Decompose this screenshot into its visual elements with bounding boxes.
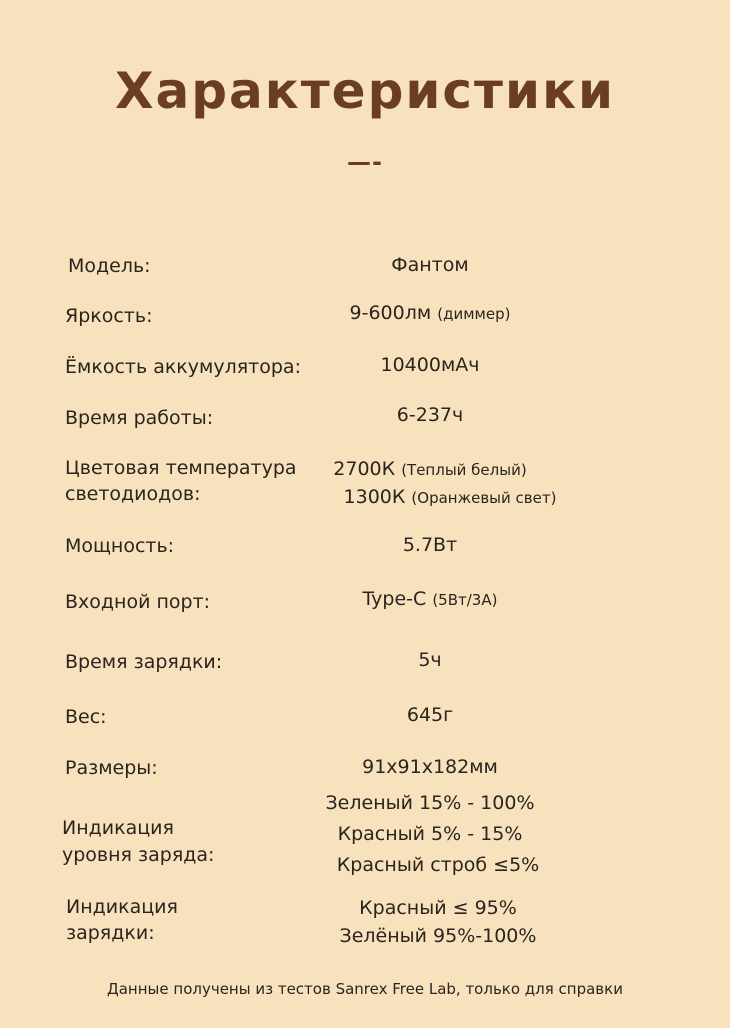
spec-value: 645г: [406, 704, 454, 726]
spec-value: 2700К: [333, 458, 396, 480]
page-title: Характеристики: [114, 62, 616, 120]
spec-label: Цветовая температура: [65, 457, 297, 479]
spec-label: зарядки:: [66, 922, 155, 944]
title-divider: —-: [347, 148, 383, 176]
footer-note: Данные получены из тестов Sanrex Free Lab, только для справки: [107, 980, 623, 998]
spec-value: 1300К: [343, 486, 406, 508]
spec-label: Время работы:: [65, 407, 214, 429]
spec-label: Ёмкость аккумулятора:: [65, 356, 301, 378]
spec-note: (5Вт/3А): [432, 591, 498, 609]
spec-label: уровня заряда:: [62, 844, 215, 866]
spec-label: Время зарядки:: [65, 651, 223, 673]
spec-value: 5ч: [418, 649, 442, 671]
spec-label: Модель:: [68, 255, 151, 277]
spec-label: Вес:: [65, 706, 107, 728]
spec-value: Красный 5% - 15%: [337, 823, 523, 845]
spec-label: светодиодов:: [65, 483, 201, 505]
spec-note: (Оранжевый свет): [411, 489, 557, 507]
spec-label: Индикация: [66, 896, 178, 918]
spec-value: Type-C: [362, 588, 427, 610]
spec-value: Зеленый 15% - 100%: [325, 792, 535, 814]
spec-value: 91x91x182мм: [362, 756, 498, 778]
spec-value: Зелёный 95%-100%: [339, 925, 537, 947]
spec-value: 6-237ч: [396, 404, 464, 426]
spec-label: Яркость:: [65, 305, 153, 327]
spec-label: Размеры:: [65, 757, 158, 779]
spec-note: (диммер): [437, 305, 511, 323]
spec-value: Красный ≤ 95%: [359, 897, 517, 919]
spec-value: Красный строб ≤5%: [336, 854, 540, 876]
spec-label: Входной порт:: [65, 591, 211, 613]
spec-value: 9-600лм: [349, 302, 432, 324]
spec-label: Индикация: [62, 817, 174, 839]
spec-value: 10400мАч: [380, 354, 480, 376]
spec-note: (Теплый белый): [401, 461, 527, 479]
spec-value: 5.7Вт: [402, 534, 458, 556]
spec-label: Мощность:: [65, 535, 175, 557]
spec-value: Фантом: [391, 254, 469, 276]
